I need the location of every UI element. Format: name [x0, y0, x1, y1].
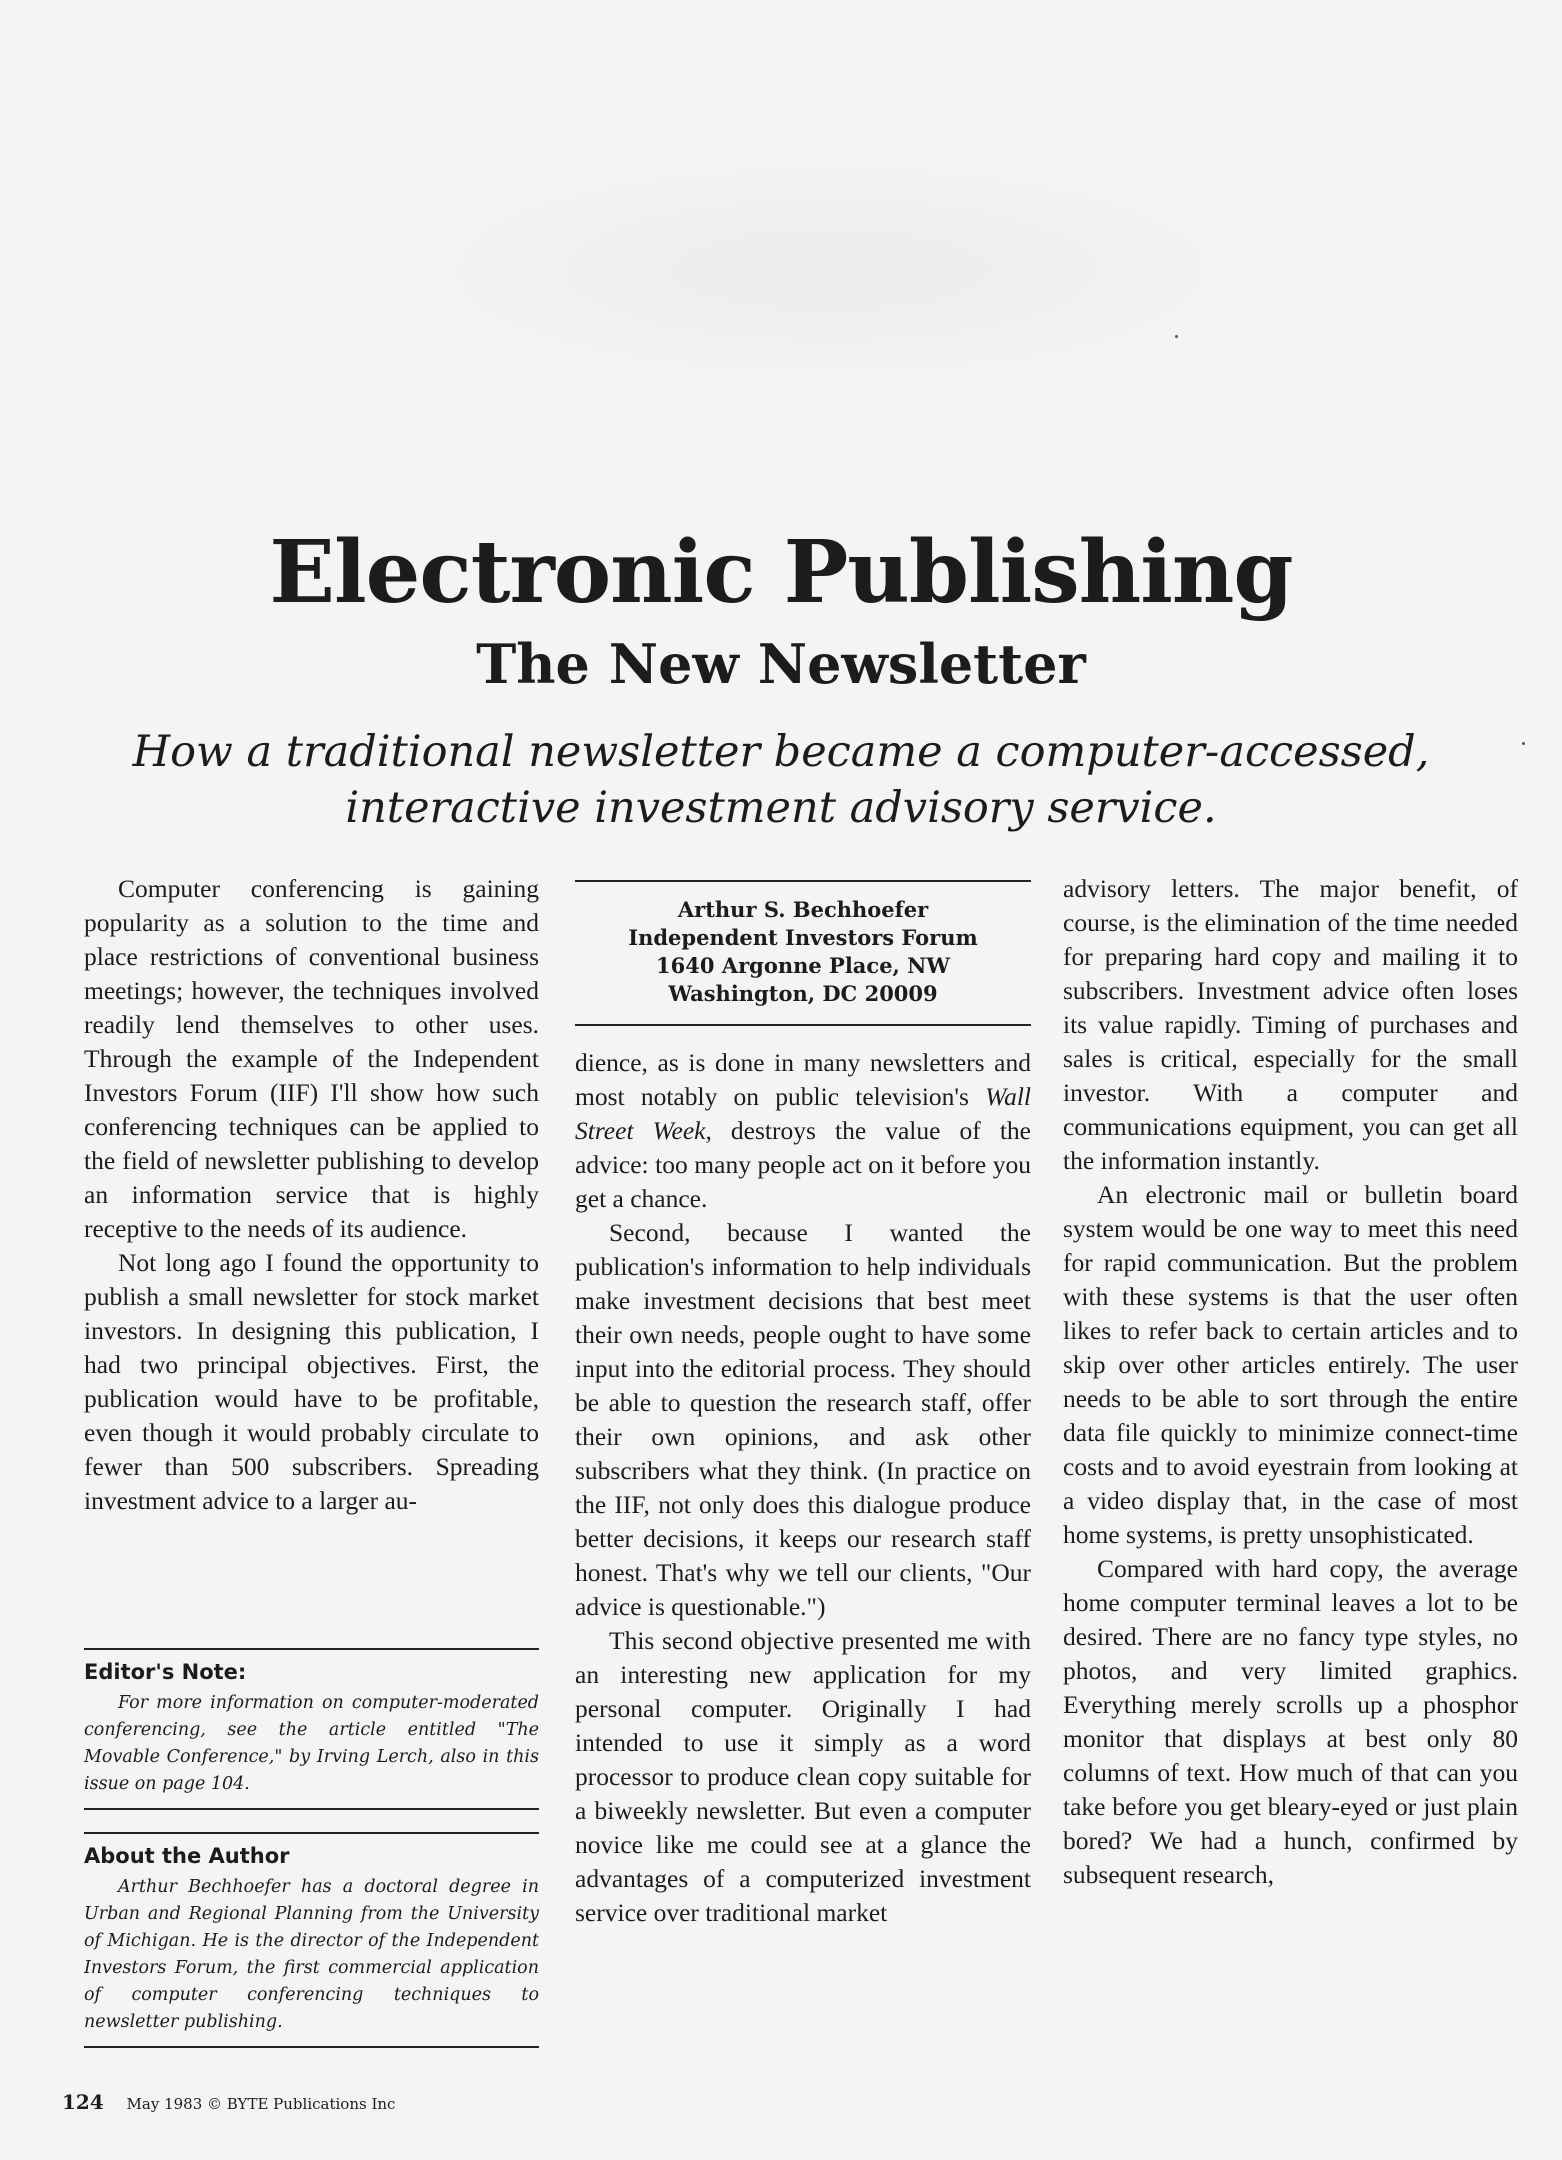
page-footer	[62, 2090, 395, 2114]
about-author-text: Arthur Bechhoefer has a doctoral degree in Urban and Regional Planning from the University of Michigan. He is the director of the Independent Investors Forum, the first commercial application of computer conferencing techniques to newsletter publishing.	[84, 1877, 539, 2032]
article-deck	[0, 724, 1562, 836]
editors-note-box	[84, 1648, 539, 1810]
body-paragraph: An electronic mail or bulletin board system would be one way to meet this need for rapid communication. But the problem with these systems is that the user often likes to refer back to certain articles and to skip over other articles entirely. The user needs to be able to sort through the entire data file quickly to minimize connect-time costs and to avoid eyestrain from looking at a video display that, in the case of most home systems, is pretty unsophisticated.	[1063, 1180, 1518, 1549]
editors-note-text: For more information on computer-moderated conferencing, see the article entitled "The Movable Conference," by Irving Lerch, also in this issue on page 104.	[84, 1693, 539, 1794]
author-byline	[575, 880, 1031, 1026]
deck-line-1: How a traditional newsletter became a computer-accessed,	[132, 727, 1430, 777]
article-title: Electronic Publishing	[269, 522, 1293, 623]
footer-credit: May 1983 © BYTE Publications Inc	[126, 2095, 396, 2113]
article-subtitle: The New Newsletter	[476, 632, 1086, 696]
column-right	[1063, 872, 1518, 1892]
print-speck	[1175, 335, 1178, 338]
column-left	[84, 872, 539, 1518]
column-middle	[575, 1046, 1031, 1930]
body-paragraph: Not long ago I found the opportunity to publish a small newsletter for stock market investors. In designing this publication, I had two principal objectives. First, the publication would have to be profitable, even though it would probably circulate to fewer than 500 subscribers. Spreading investment advice to a larger au-	[84, 1248, 539, 1515]
byline-org: Independent Investors Forum	[628, 925, 978, 950]
bleed-through-shadow	[380, 150, 1280, 390]
deck-line-2: interactive investment advisory service.	[345, 783, 1217, 833]
body-text: dience, as is done in many newsletters and most notably on public television's	[575, 1048, 1031, 1111]
body-paragraph	[575, 1046, 1031, 1216]
body-paragraph: This second objective presented me with an interesting new application for my personal computer. Originally I had intended to use it simply as a word processor to produce clean copy suitable for a biweekly newsletter. But even a computer novice like me could see at a glance the advantages of a computerized investment service over traditional market	[575, 1626, 1031, 1927]
body-paragraph: Computer conferencing is gaining popularity as a solution to the time and place restrictions of conventional business meetings; however, the techniques involved readily lend themselves to other uses. Through the example of the Independent Investors Forum (IIF) I'll show how such conferencing techniques can be applied to the field of newsletter publishing to develop an information service that is highly receptive to the needs of its audience.	[84, 874, 539, 1243]
about-author-box	[84, 1832, 539, 2048]
about-author-heading: About the Author	[84, 1844, 290, 1868]
body-text-italic: Wall Street Week,	[575, 1082, 1031, 1145]
editors-note-heading: Editor's Note:	[84, 1660, 247, 1684]
page-number: 124	[62, 2090, 104, 2114]
byline-city: Washington, DC 20009	[668, 981, 938, 1006]
body-text: destroys the value of the advice: too many people act on it before you get a chance.	[575, 1116, 1031, 1213]
body-paragraph: advisory letters. The major benefit, of course, is the elimination of the time needed for preparing hard copy and mailing it to subscribers. Investment advice often loses its value rapidly. Timing of purchases and sales is critical, especially for the small investor. With a computer and communications equipment, you can get all the information instantly.	[1063, 874, 1518, 1175]
body-paragraph: Compared with hard copy, the average home computer terminal leaves a lot to be desired. There are no fancy type styles, no photos, and very limited graphics. Everything merely scrolls up a phosphor monitor that displays at best only 80 columns of text. How much of that can you take before you get bleary-eyed or just plain bored? We had a hunch, confirmed by subsequent research,	[1063, 1554, 1518, 1889]
byline-name: Arthur S. Bechhoefer	[677, 897, 929, 922]
byline-street: 1640 Argonne Place, NW	[656, 953, 950, 978]
body-paragraph: Second, because I wanted the publication's information to help individuals make investment decisions that best meet their own needs, people ought to have some input into the editorial process. They should be able to question the research staff, offer their own opinions, and ask other subscribers what they think. (In practice on the IIF, not only does this dialogue produce better decisions, it keeps our research staff honest. That's why we tell our clients, "Our advice is questionable.")	[575, 1218, 1031, 1621]
